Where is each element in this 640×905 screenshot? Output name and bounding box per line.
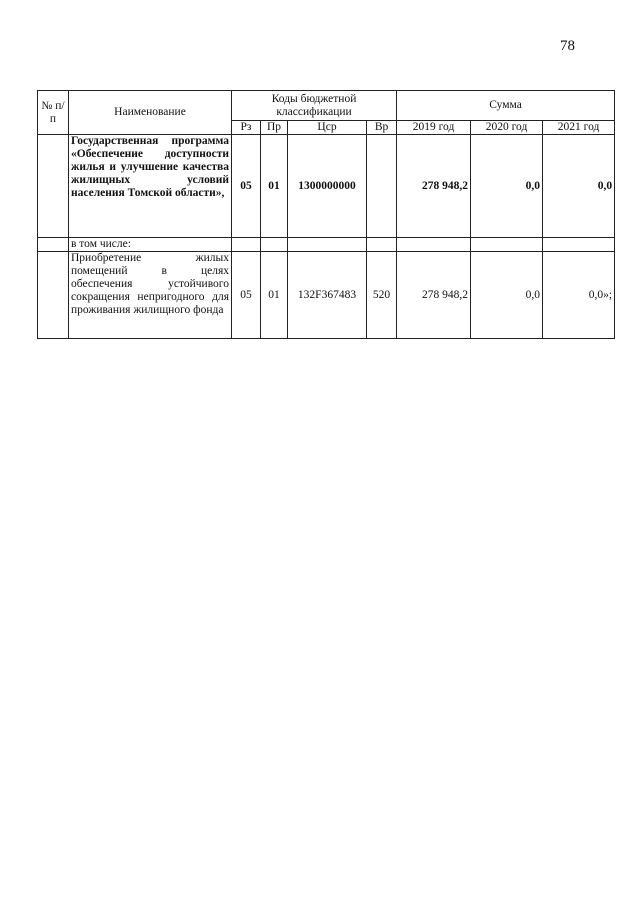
header-num: № п/п — [38, 91, 69, 135]
cell-num — [38, 252, 69, 339]
cell-2020 — [471, 238, 543, 252]
cell-name: в том числе: — [69, 238, 232, 252]
cell-rz: 05 — [232, 252, 261, 339]
cell-rz: 05 — [232, 135, 261, 238]
cell-num — [38, 238, 69, 252]
cell-pr: 01 — [261, 135, 288, 238]
cell-csr: 1300000000 — [288, 135, 367, 238]
header-codes: Коды бюджетной классификации — [232, 91, 397, 121]
cell-vr: 520 — [367, 252, 397, 339]
cell-csr: 132F367483 — [288, 252, 367, 339]
cell-2019: 278 948,2 — [397, 135, 471, 238]
cell-vr — [367, 238, 397, 252]
header-pr: Пр — [261, 121, 288, 135]
cell-name: Государственная программа «Обеспечение доступности жилья и улучшение качества жилищных условий населения Томской области», — [69, 135, 232, 238]
page-number: 78 — [560, 38, 575, 54]
cell-2020: 0,0 — [471, 252, 543, 339]
cell-2020: 0,0 — [471, 135, 543, 238]
cell-2019 — [397, 238, 471, 252]
cell-vr — [367, 135, 397, 238]
budget-table — [37, 90, 615, 339]
header-csr: Цср — [288, 121, 367, 135]
cell-pr: 01 — [261, 252, 288, 339]
header-2020: 2020 год — [471, 121, 543, 135]
cell-name: Приобретение жилых помещений в целях обеспечения устойчивого сокращения непригодного для проживания жилищного фонда — [69, 252, 232, 339]
header-2019: 2019 год — [397, 121, 471, 135]
header-2021: 2021 год — [543, 121, 615, 135]
cell-2019: 278 948,2 — [397, 252, 471, 339]
header-sum: Сумма — [397, 91, 615, 121]
cell-rz — [232, 238, 261, 252]
cell-2021: 0,0»; — [543, 252, 615, 339]
header-rz: Рз — [232, 121, 261, 135]
table-row — [38, 238, 615, 252]
table-header-row — [38, 91, 615, 121]
cell-2021 — [543, 238, 615, 252]
table-row — [38, 252, 615, 339]
header-name: Наименование — [69, 91, 232, 135]
table-row — [38, 135, 615, 238]
cell-pr — [261, 238, 288, 252]
cell-num — [38, 135, 69, 238]
header-vr: Вр — [367, 121, 397, 135]
cell-2021: 0,0 — [543, 135, 615, 238]
cell-csr — [288, 238, 367, 252]
